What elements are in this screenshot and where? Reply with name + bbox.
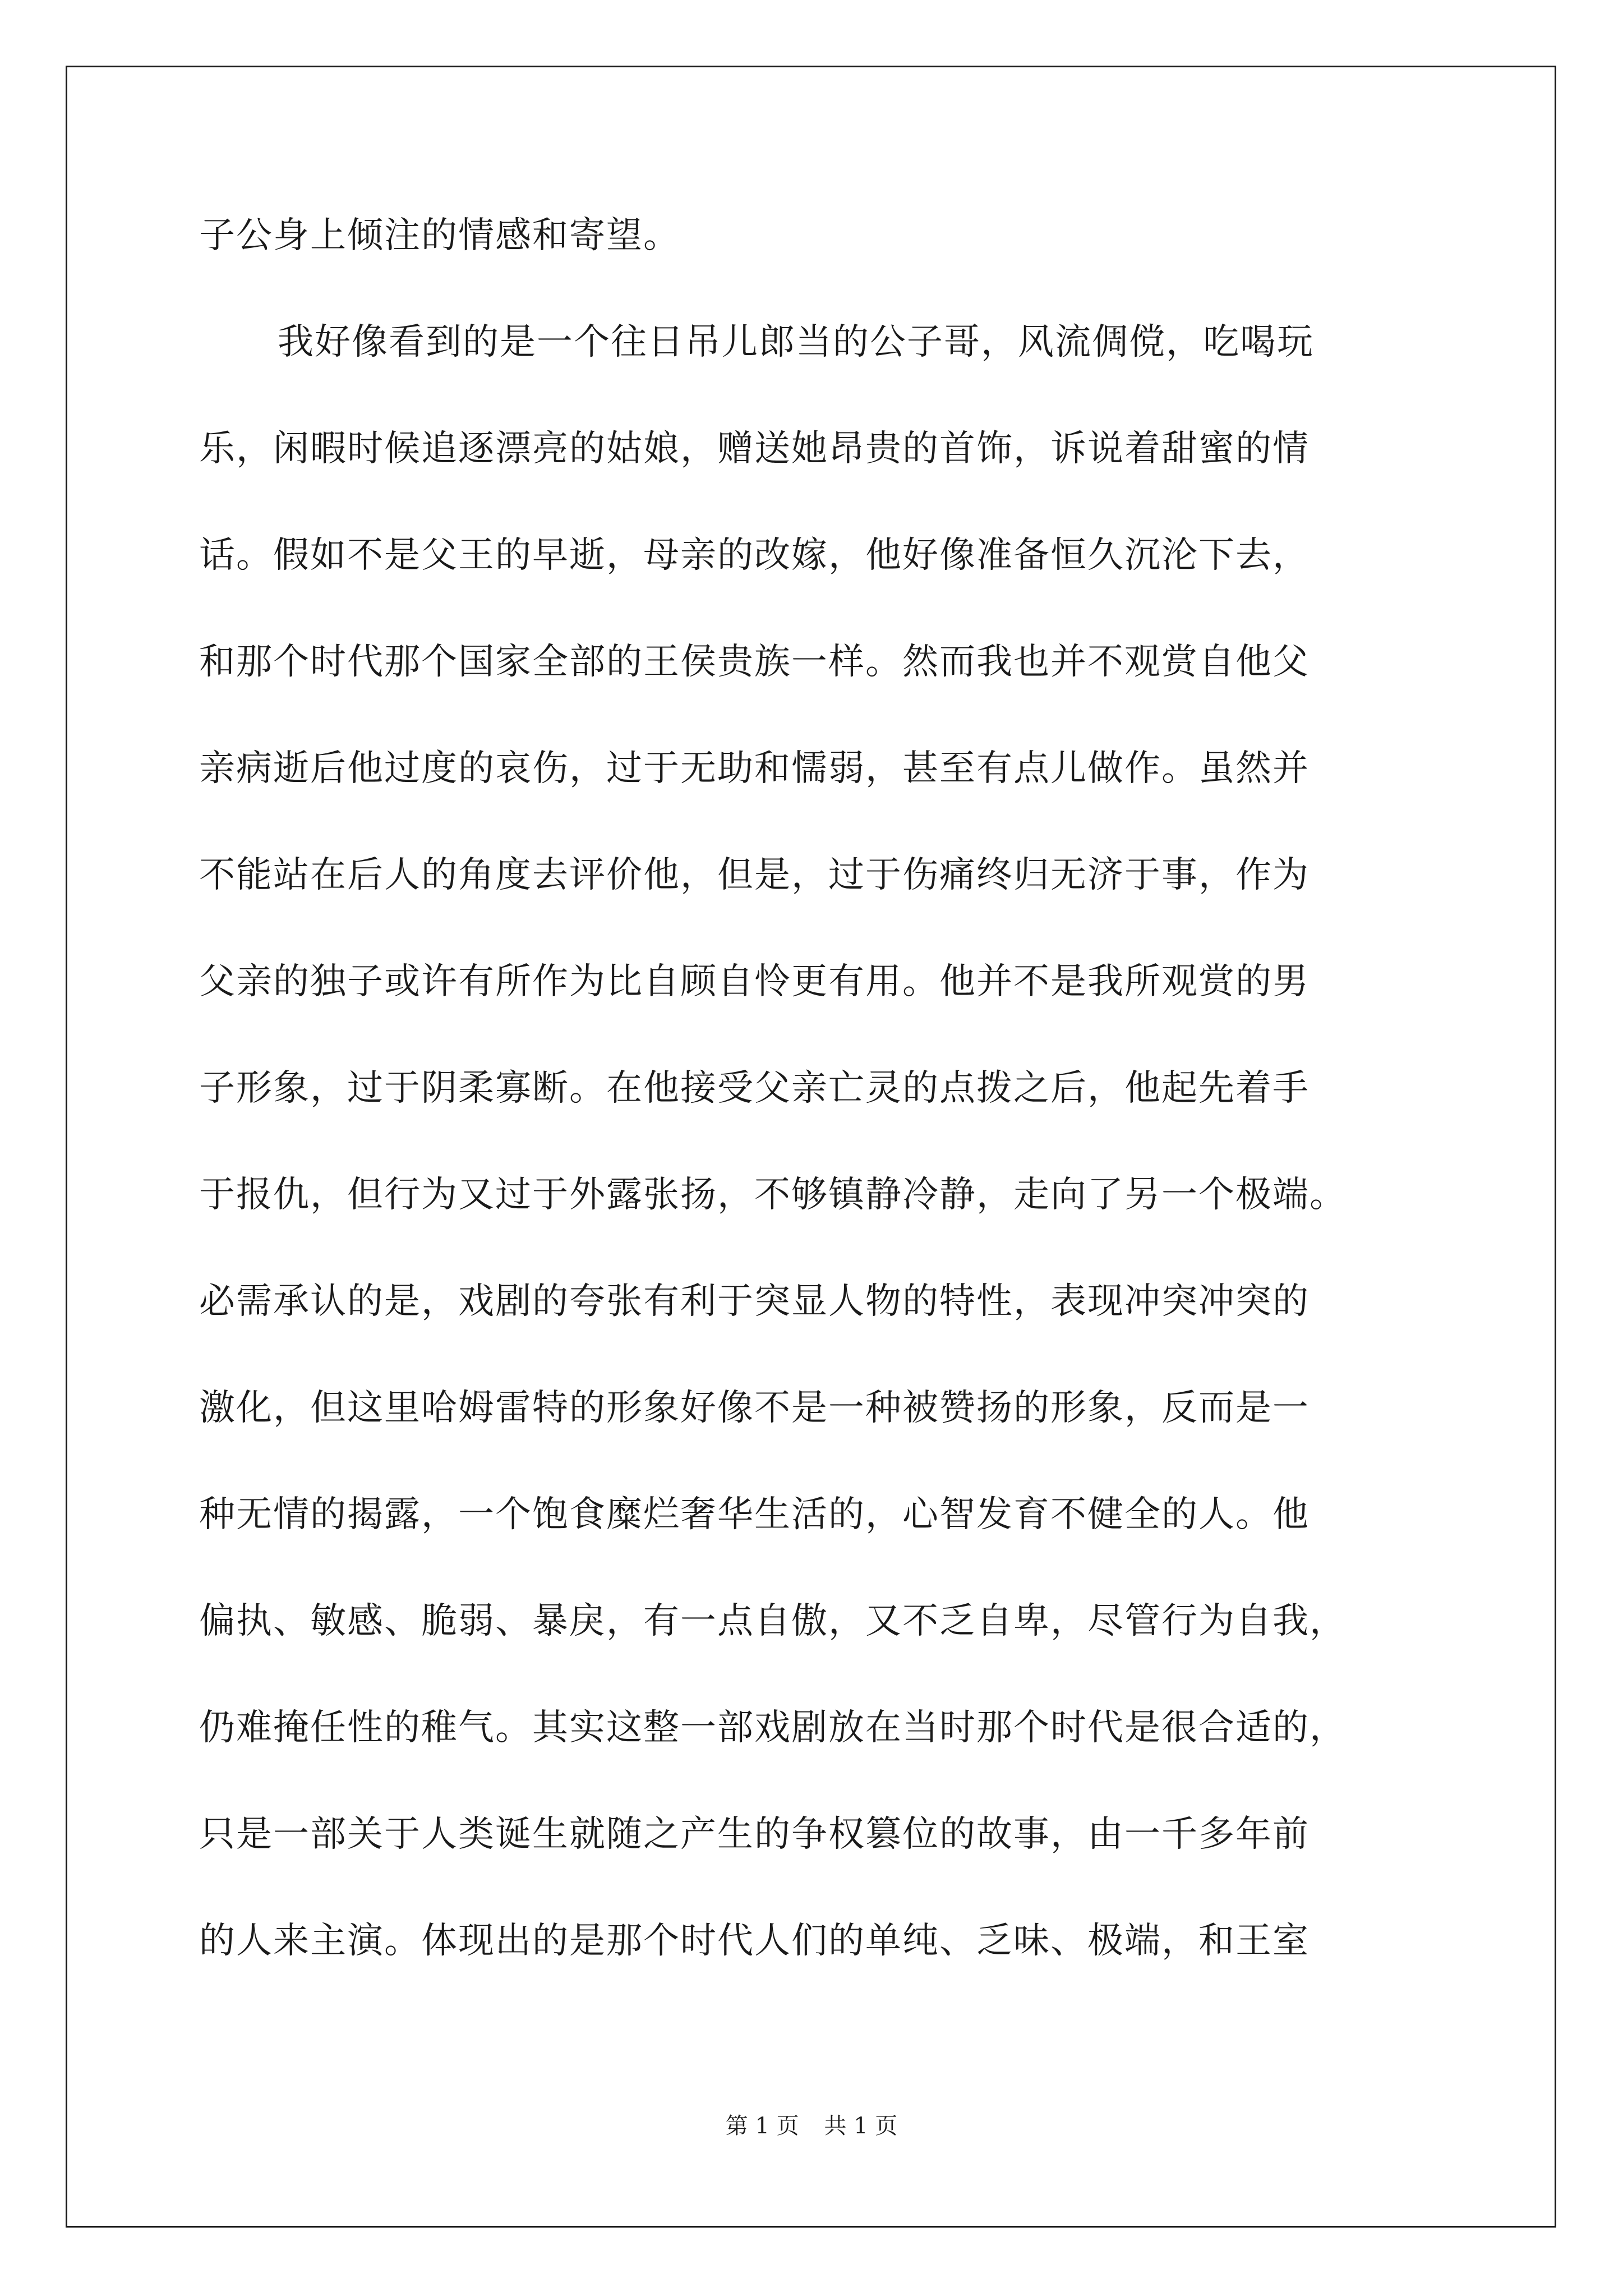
text-line: 我好像看到的是一个往日吊儿郎当的公子哥，风流倜傥，吃喝玩 [278,321,1314,363]
text-line: 父亲的独子或许有所作为比自顾自怜更有用。他并不是我所观赏的男 [199,961,1310,1002]
text-line: 必需承认的是，戏剧的夸张有利于突显人物的特性，表现冲突冲突的 [199,1281,1310,1322]
text-line: 不能站在后人的角度去评价他，但是，过于伤痛终归无济于事，作为 [199,854,1310,896]
text-line: 激化，但这里哈姆雷特的形象好像不是一种被赞扬的形象，反而是一 [199,1387,1310,1429]
text-line: 种无情的揭露，一个饱食糜烂奢华生活的，心智发育不健全的人。他 [199,1494,1310,1535]
text-line: 和那个时代那个国家全部的王侯贵族一样。然而我也并不观赏自他父 [199,641,1310,683]
page-number-total: 共 1 页 [824,2113,898,2139]
page-number-current: 第 1 页 [725,2113,799,2139]
text-line: 子形象，过于阴柔寡断。在他接受父亲亡灵的点拨之后，他起先着手 [199,1068,1310,1109]
text-line: 话。假如不是父王的早逝，母亲的改嫁，他好像准备恒久沉沦下去， [199,535,1310,576]
document-body [199,208,1427,2019]
text-line: 亲病逝后他过度的哀伤，过于无助和懦弱，甚至有点儿做作。虽然并 [199,748,1310,789]
page-footer [0,2112,1623,2140]
text-line: 子公身上倾注的情感和寄望。 [199,215,680,256]
text-line: 偏执、敏感、脆弱、暴戾，有一点自傲，又不乏自卑，尽管行为自我， [199,1600,1347,1642]
text-line: 于报仇，但行为又过于外露张扬，不够镇静冷静，走向了另一个极端。 [199,1174,1347,1216]
text-line: 仍难掩任性的稚气。其实这整一部戏剧放在当时那个时代是很合适的， [199,1707,1347,1749]
text-line: 只是一部关于人类诞生就随之产生的争权篡位的故事，由一千多年前 [199,1814,1310,1855]
text-line: 的人来主演。体现出的是那个时代人们的单纯、乏味、极端，和王室 [199,1920,1310,1962]
text-line: 乐，闲暇时候追逐漂亮的姑娘，赠送她昂贵的首饰，诉说着甜蜜的情 [199,428,1310,470]
